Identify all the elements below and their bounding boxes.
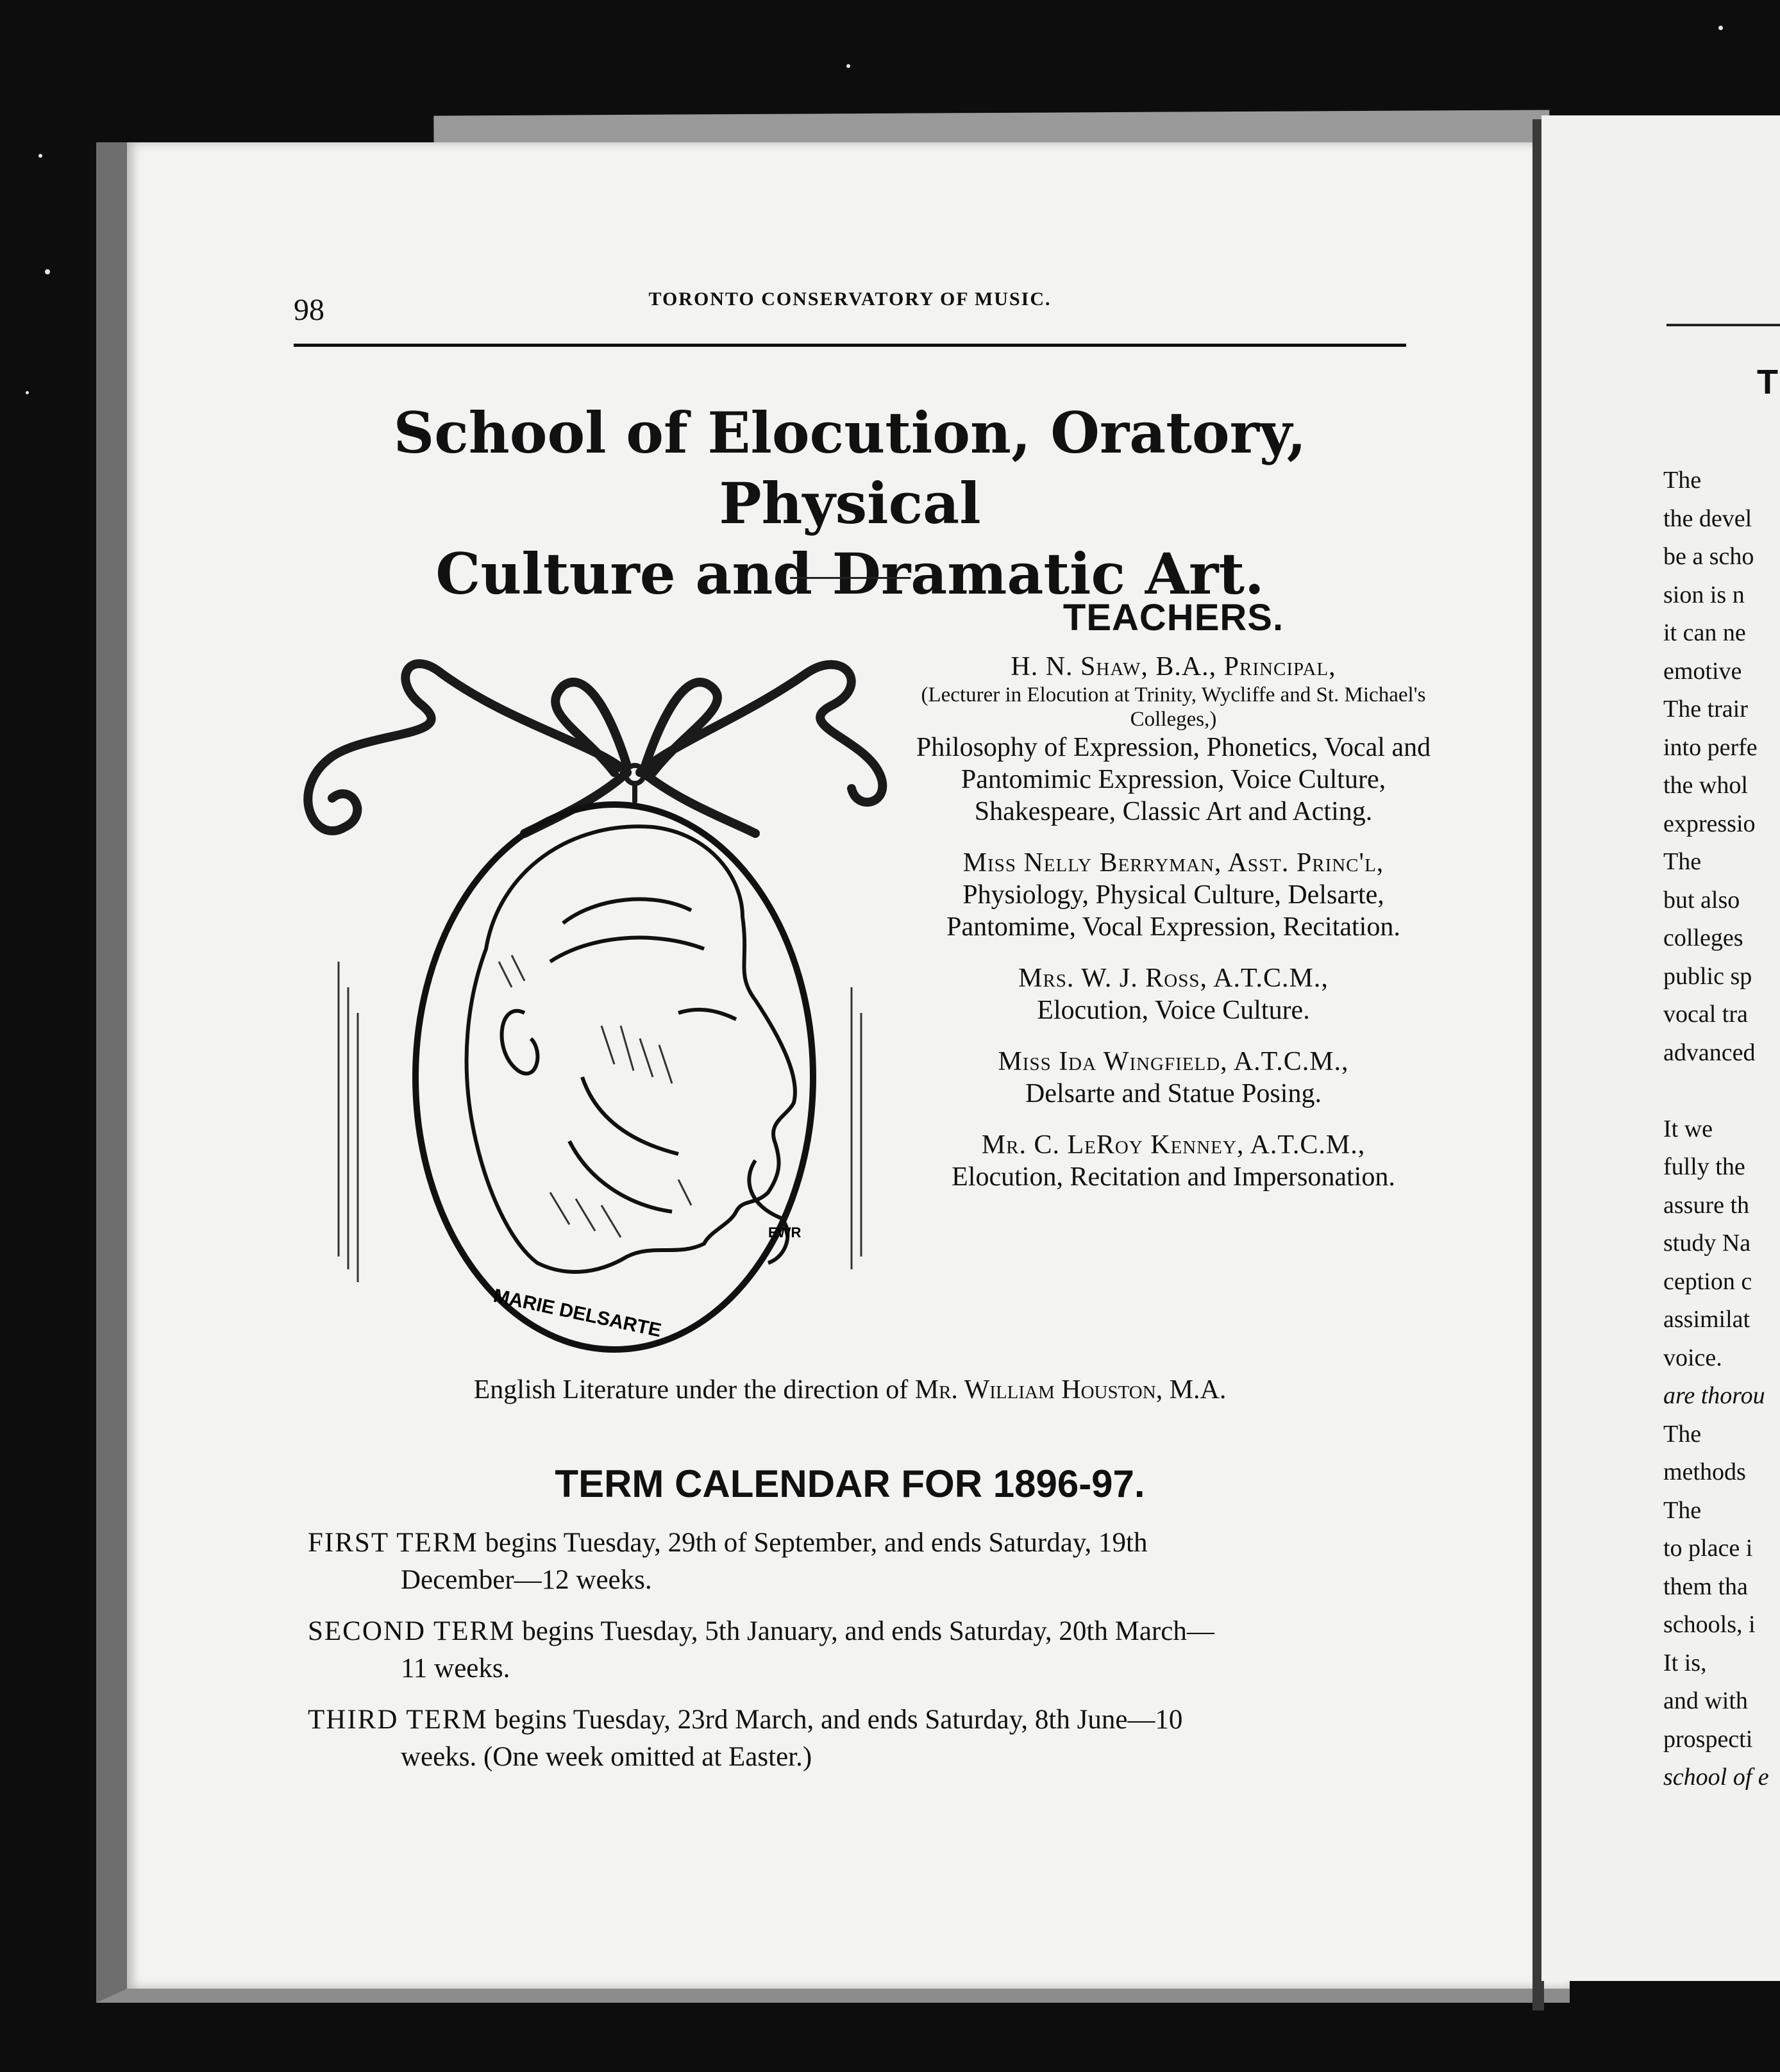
facing-page-line: assimilat [1663, 1306, 1751, 1333]
scan-speck [1718, 26, 1723, 30]
facing-page-line: assure th [1663, 1191, 1750, 1219]
facing-page-line: and with [1663, 1687, 1748, 1714]
term-label: THIRD TERM [308, 1705, 488, 1735]
term-entry [308, 1613, 1430, 1687]
teacher-subjects: Delsarte and Statue Posing. [1025, 1079, 1322, 1108]
facing-page-line: expressio [1663, 810, 1756, 837]
facing-page-rule [1667, 324, 1780, 326]
teacher-name: Miss Ida Wingfield, A.T.C.M., [998, 1047, 1349, 1076]
facing-page-line: The [1663, 1420, 1702, 1448]
facing-page [1541, 115, 1780, 1981]
facing-page-line: methods [1663, 1458, 1746, 1485]
running-head: TORONTO CONSERVATORY OF MUSIC. [648, 288, 1052, 310]
facing-page-line: prospecti [1663, 1725, 1753, 1753]
facing-page-line: study Na [1663, 1230, 1751, 1257]
facing-page-text [1663, 462, 1780, 1797]
scan-speck [45, 269, 50, 274]
facing-page-line: be a scho [1663, 543, 1754, 570]
teacher-entry [911, 651, 1436, 828]
facing-page-line: to place i [1663, 1535, 1753, 1562]
term-entry [308, 1525, 1430, 1599]
teacher-entry [911, 962, 1436, 1026]
term-entry [308, 1701, 1430, 1776]
medallion-frame [416, 805, 813, 1349]
facing-page-line: advanced [1663, 1039, 1756, 1066]
portrait-medallion [294, 628, 909, 1366]
facing-page-line: it can ne [1663, 619, 1746, 646]
scan-speck [846, 64, 850, 68]
page-header [294, 287, 1406, 345]
teacher-name: Mrs. W. J. Ross, A.T.C.M., [1018, 964, 1329, 993]
facing-page-line: public sp [1663, 962, 1752, 990]
scan-speck [26, 391, 29, 394]
facing-page-line: schools, i [1663, 1611, 1756, 1638]
facing-page-line: into perfe [1663, 733, 1758, 761]
facing-page-line: fully the [1663, 1153, 1745, 1180]
header-rule [294, 344, 1406, 347]
teacher-subjects: Elocution, Voice Culture. [1037, 996, 1310, 1025]
facing-page-line: The trair [1663, 696, 1748, 723]
term-text: begins Tuesday, 5th January, and ends Saturday, 20th March— [522, 1616, 1214, 1646]
term-label: SECOND TERM [308, 1616, 516, 1646]
term-continuation: December—12 weeks. [401, 1565, 652, 1595]
page-number: 98 [294, 293, 324, 327]
facing-page-line: sion is n [1663, 581, 1745, 608]
title-divider [790, 577, 911, 579]
teacher-name: H. N. Shaw, B.A., Principal, [1011, 652, 1336, 681]
calendar-heading: TERM CALENDAR FOR 1896-97. [555, 1462, 1145, 1505]
facing-page-line: It we [1663, 1115, 1713, 1142]
profile-head-icon [467, 826, 795, 1272]
facing-page-line: It is, [1663, 1649, 1707, 1676]
teacher-note: (Lecturer in Elocution at Trinity, Wycliffe and St. Michael's Colleges,) [921, 683, 1426, 731]
medallion-caption: MARIE DELSARTE [491, 1285, 664, 1342]
facing-page-line: ception c [1663, 1267, 1752, 1295]
term-continuation: weeks. (One week omitted at Easter.) [401, 1742, 812, 1772]
facing-page-line [1663, 1072, 1780, 1110]
literature-text: English Literature under the direction of [473, 1375, 909, 1405]
teacher-subjects: Elocution, Recitation and Impersonation. [952, 1162, 1395, 1192]
term-text: begins Tuesday, 29th of September, and ends Saturday, 19th [485, 1528, 1148, 1558]
term-text: begins Tuesday, 23rd March, and ends Saturday, 8th June—10 [494, 1705, 1183, 1735]
facing-page-line: school of e [1663, 1764, 1769, 1791]
facing-page-line: The [1663, 467, 1702, 494]
term-continuation: 11 weeks. [401, 1653, 510, 1684]
facing-page-line: The [1663, 1496, 1702, 1524]
title-line-2: Culture and Dramatic Art. [435, 540, 1264, 607]
literature-note [294, 1372, 1406, 1408]
facing-page-line: emotive [1663, 657, 1742, 685]
facing-page-line: but also [1663, 886, 1740, 914]
teacher-subjects: Philosophy of Expression, Phonetics, Vocal and Pantomimic Expression, Voice Culture, Shakespeare, Classic Art and Acting. [916, 733, 1431, 826]
facing-page-line: the whol [1663, 772, 1748, 799]
scan-speck [38, 154, 42, 158]
term-calendar [308, 1525, 1430, 1790]
teacher-name: Mr. C. LeRoy Kenney, A.T.C.M., [981, 1130, 1366, 1160]
teacher-entry [911, 1129, 1436, 1193]
facing-page-line: colleges [1663, 924, 1743, 951]
literature-person: Mr. William Houston, M.A. [914, 1375, 1227, 1405]
facing-page-line: them tha [1663, 1573, 1748, 1600]
term-label: FIRST TERM [308, 1528, 478, 1558]
title-line-1: School of Elocution, Oratory, Physical [393, 399, 1307, 537]
teacher-entry [911, 1046, 1436, 1110]
facing-page-line: are thorou [1663, 1382, 1765, 1409]
artist-signature: EWR [768, 1224, 802, 1241]
teacher-name: Miss Nelly Berryman, Asst. Princ'l, [962, 848, 1384, 878]
teachers-heading: TEACHERS. [1062, 597, 1284, 639]
teacher-subjects: Physiology, Physical Culture, Delsarte, Pantomime, Vocal Expression, Recitation. [946, 880, 1400, 942]
facing-page-line: The [1663, 848, 1702, 875]
facing-page-line: vocal tra [1663, 1001, 1748, 1028]
facing-page-line: the devel [1663, 505, 1752, 532]
facing-page-line: voice. [1663, 1344, 1722, 1371]
teachers-section [911, 596, 1436, 1212]
facing-page-heading: T [1757, 363, 1778, 401]
teacher-entry [911, 847, 1436, 943]
